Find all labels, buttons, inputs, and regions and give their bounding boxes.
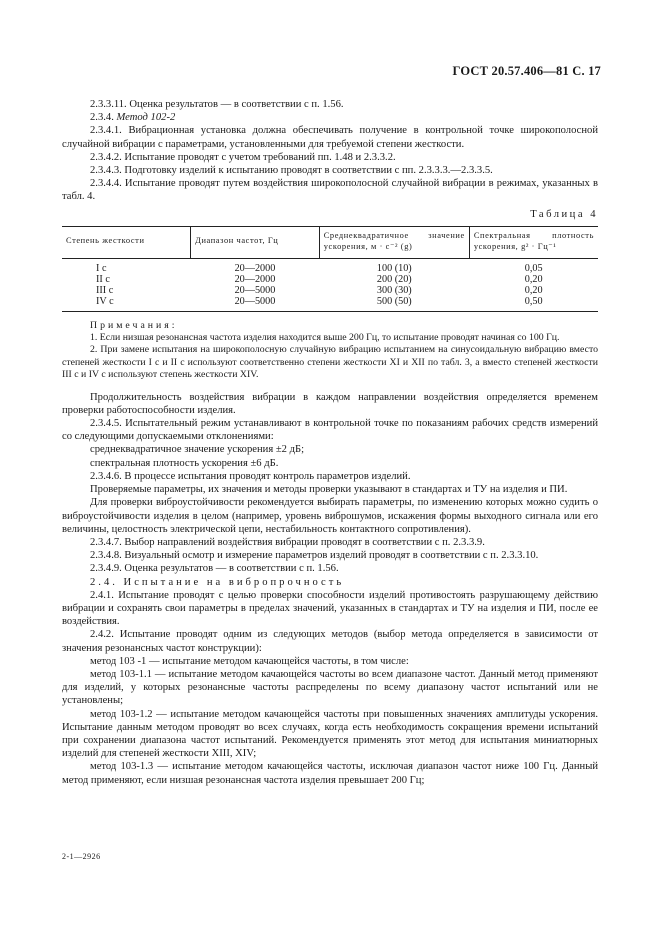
table-cell: 100 (10) [376, 262, 412, 274]
section-heading: 2.4. Испытание на вибропрочность [90, 576, 345, 588]
paragraph: 2.4.1. Испытание проводят с целью проверки способности изделий противостоять разрушающему действию вибрации и сохранять свои параметры в пределах значений, указанных в стандартах и ТУ на изделия и ПИ, после ее воздействия. [62, 589, 598, 628]
paragraph: 2.3.4.3. Подготовку изделий к испытанию проводят в соответствии с пп. 2.3.3.3.—2.3.3.5. [90, 165, 493, 177]
table-cell: 200 (20) [376, 274, 412, 286]
page-content [62, 98, 598, 787]
method-heading [62, 111, 598, 124]
table-row [62, 285, 598, 296]
note-item: 1. Если низшая резонансная частота изделия находится выше 200 Гц, то испытание проводят начиная со 100 Гц. [90, 332, 560, 344]
paragraph: 2.3.4.4. Испытание проводят путем воздействия широкополосной случайной вибрации в режимах, указанных в табл. 4. [62, 178, 598, 203]
paragraph: метод 103 -1 — испытание методом качающейся частоты, в том числе: [90, 655, 409, 667]
table-header-cell: Спектральная плотность ускорения, g² · Гц⁻¹ [469, 226, 598, 258]
table-cell: 20—5000 [234, 285, 276, 297]
table-caption: Таблица 4 [530, 208, 598, 220]
table-cell: 20—2000 [234, 274, 276, 286]
paragraph: метод 103-1.3 — испытание методом качающейся частоты, исключая диапазон частот ниже 100 Гц. Данный метод применяют, если низшая резонансная частота изделия превышает 200 Гц; [62, 761, 598, 786]
table-cell: 0,20 [524, 274, 543, 286]
table-row [62, 274, 598, 285]
table-cell: 0,20 [524, 285, 543, 297]
paragraph: 2.3.3.11. Оценка результатов — в соответствии с п. 1.56. [90, 99, 344, 110]
table-cell: III с [96, 285, 114, 297]
paragraph: 2.4.2. Испытание проводят одним из следующих методов (выбор метода определяется в зависимости от значения резонансных частот конструкции): [62, 629, 598, 654]
page-header: ГОСТ 20.57.406—81 С. 17 [452, 64, 601, 78]
method-title: Метод 102-2 [116, 112, 176, 124]
paragraph: 2.3.4.6. В процессе испытания проводят контроль параметров изделий. [90, 470, 411, 482]
table-header-cell: Среднеквадратичное значение ускорения, м · с⁻² (g) [319, 226, 469, 258]
note-item: 2. При замене испытания на широкополосную случайную вибрацию испытанием на синусоидальную вибрацию вместо степеней жесткости I с и II с используют соответственно степени жесткости XI и XII по табл. 3, а вместо степеней жесткости III с и IV с используют степень жесткости XIV. [62, 344, 598, 381]
notes-title: Примечания: [90, 319, 178, 331]
paragraph: метод 103-1.2 — испытание методом качающейся частоты при повышенных значениях амплитуды ускорения. Испытание данным методом проводят во всех случаях, когда есть необходимость сокращения времени испытаний при сохранении диапазона частот испытаний. Рекомендуется применять этот метод для испытания миниатюрных изделий для степеней жесткости XIII, XIV; [62, 708, 598, 760]
paragraph: Проверяемые параметры, их значения и методы проверки указывают в стандартах и ТУ на изделия и ПИ. [90, 484, 568, 496]
paragraph: среднеквадратичное значение ускорения ±2 дБ; [90, 444, 305, 456]
table-cell: 300 (30) [376, 285, 412, 297]
paragraph: 2.3.4.8. Визуальный осмотр и измерение параметров изделий проводят в соответствии с п. 2.3.3.10. [90, 550, 539, 562]
table-row [62, 258, 598, 274]
paragraph: 2.3.4.5. Испытательный режим устанавливают в контрольной точке по показаниям рабочих средств измерений со следующими допускаемыми отклонениями: [62, 418, 598, 443]
paragraph: метод 103-1.1 — испытание методом качающейся частоты во всем диапазоне частот. Данный метод применяют для изделий, у которых резонансные частоты распределены по всему диапазону частот испытаний или не установлены; [62, 668, 598, 707]
page-footer: 2-1—2926 [62, 852, 101, 861]
table-cell: II с [96, 274, 110, 286]
paragraph: 2.3.4.7. Выбор направлений воздействия вибрации проводят в соответствии с п. 2.3.3.9. [90, 536, 485, 548]
paragraph: Для проверки виброустойчивости рекомендуется выбирать параметры, по изменению которых можно судить о виброустойчивости изделия в целом (например, уровень виброшумов, искажения формы выходного сигнала или его величины, целостность электрической цепи, нестабильность контактного сопротивления). [62, 497, 598, 535]
severity-table [62, 226, 598, 312]
paragraph: 2.3.4.9. Оценка результатов — в соответствии с п. 1.56. [90, 563, 339, 575]
table-header-cell: Диапазон частот, Гц [191, 226, 320, 258]
paragraph: Продолжительность воздействия вибрации в каждом направлении воздействия определяется временем проверки работоспособности изделия. [62, 391, 598, 416]
paragraph: спектральная плотность ускорения ±6 дБ. [90, 457, 279, 469]
table-cell: 20—2000 [234, 262, 276, 274]
table-cell: 0,05 [524, 262, 543, 274]
method-number: 2.3.4. [90, 112, 114, 124]
table-cell: I с [96, 262, 107, 274]
table-notes [62, 320, 598, 382]
table-cell: 500 (50) [319, 296, 469, 311]
table-row [62, 296, 598, 311]
table-header-cell: Степень жесткости [62, 226, 191, 258]
table-cell: 0,50 [469, 296, 598, 311]
paragraph: 2.3.4.2. Испытание проводят с учетом требований пп. 1.48 и 2.3.3.2. [90, 151, 396, 163]
table-cell: 20—5000 [191, 296, 320, 311]
paragraph: 2.3.4.1. Вибрационная установка должна обеспечивать получение в контрольной точке широкополосной случайной вибрации с параметрами, установленными для требуемой степени жесткости. [62, 125, 598, 150]
table-header-row [62, 226, 598, 258]
table-cell: IV с [62, 296, 191, 311]
